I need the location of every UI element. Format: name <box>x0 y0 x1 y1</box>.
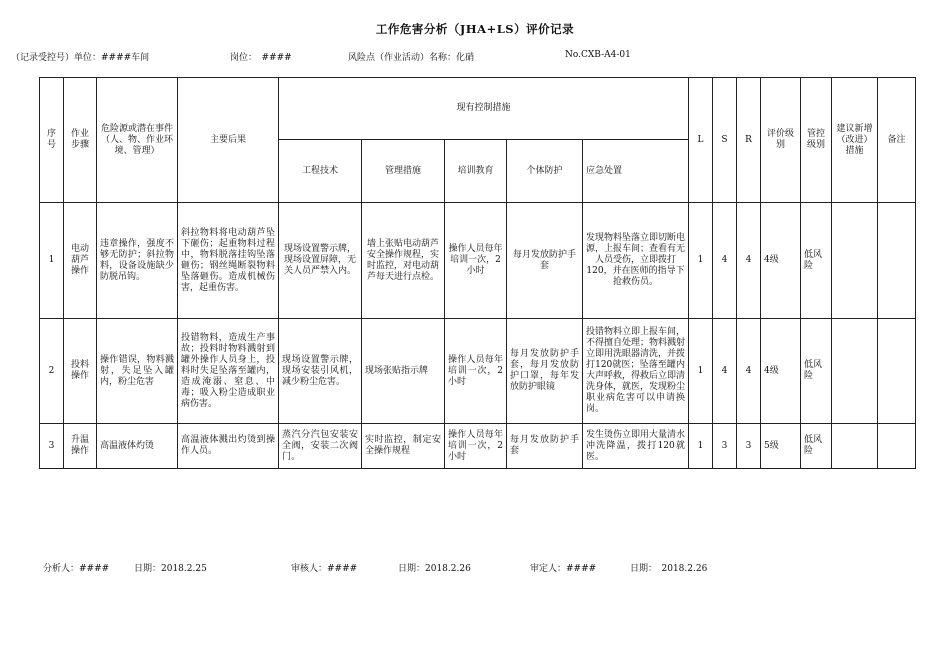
cell-L: 1 <box>689 319 713 424</box>
cell-ppe: 每月发放防护手套 <box>507 203 583 319</box>
cell-step: 电动葫芦操作 <box>64 203 97 319</box>
table-row <box>40 319 916 424</box>
header-management: 管理措施 <box>362 140 445 203</box>
header-step: 作业步骤 <box>64 78 97 203</box>
cell-control-level: 低风险 <box>801 319 832 424</box>
cell-training: 操作人员每年培训一次，2小时 <box>445 203 507 319</box>
header-engineering: 工程技术 <box>279 140 362 203</box>
approver-date: 日期： 2018.2.26 <box>630 564 708 574</box>
document-number: No.CXB-A4-01 <box>565 50 631 60</box>
cell-training: 操作人员每年培训一次，2小时 <box>445 319 507 424</box>
cell-emergency: 投错物料立即上报车间，不得擅自处理；物料溅射立即用洗眼器清洗，并拨打120就医；坠落至罐内大声呼救，得救后立即清洗身体，就医，发现粉尘职业病危害可以申请换岗。 <box>583 319 689 424</box>
header-R: R <box>737 78 761 203</box>
cell-control-level: 低风险 <box>801 424 832 469</box>
cell-R: 4 <box>737 203 761 319</box>
header-control-level: 管控级别 <box>801 78 832 203</box>
cell-remark <box>878 424 916 469</box>
cell-seq: 3 <box>40 424 64 469</box>
header-consequence: 主要后果 <box>178 78 279 203</box>
cell-L: 1 <box>689 203 713 319</box>
cell-control-level: 低风险 <box>801 203 832 319</box>
cell-remark <box>878 203 916 319</box>
cell-R: 4 <box>737 319 761 424</box>
cell-remark <box>878 319 916 424</box>
page-title: 工作危害分析（JHA+LS）评价记录 <box>375 22 575 36</box>
header-row-top <box>40 78 916 140</box>
cell-management: 现场张贴指示牌 <box>362 319 445 424</box>
cell-training: 操作人员每年培训一次，2小时 <box>445 424 507 469</box>
cell-consequence: 斜拉物料将电动葫芦坠下砸伤；起重物料过程中，物料脱落挂钩坠落砸伤；钢丝绳断裂物料坠落砸伤。造成机械伤害，起重伤害。 <box>178 203 279 319</box>
header-emergency: 应急处置 <box>583 140 689 203</box>
header-L: L <box>689 78 713 203</box>
cell-S: 4 <box>713 319 737 424</box>
cell-seq: 1 <box>40 203 64 319</box>
cell-step: 投料操作 <box>64 319 97 424</box>
header-suggestion: 建议新增（改进）措施 <box>832 78 878 203</box>
header-training: 培训教育 <box>445 140 507 203</box>
cell-engineering: 现场设置警示牌，现场设置屏障，无关人员严禁入内。 <box>279 203 362 319</box>
cell-suggestion <box>832 319 878 424</box>
cell-suggestion <box>832 424 878 469</box>
table-row <box>40 203 916 319</box>
cell-management: 墙上张贴电动葫芦安全操作规程，实时监控，对电动葫芦每天进行点检。 <box>362 203 445 319</box>
cell-ppe: 每月发放防护手套，每月发放防护口罩，每年发放防护眼镜 <box>507 319 583 424</box>
cell-ppe: 每月发放防护手套 <box>507 424 583 469</box>
cell-S: 3 <box>713 424 737 469</box>
cell-consequence: 投错物料，造成生产事故；投料时物料溅射到罐外操作人员身上，投料时失足坠落至罐内，造成淹溺、窒息、中毒；吸入粉尘造成职业病伤害。 <box>178 319 279 424</box>
cell-engineering: 现场设置警示牌，现场安装引风机，减少粉尘危害。 <box>279 319 362 424</box>
analyst-date: 日期：2018.2.25 <box>134 564 207 574</box>
cell-hazard: 高温液体灼烫 <box>97 424 178 469</box>
cell-emergency: 发生烫伤立即用大量清水冲洗降温，拨打120就医。 <box>583 424 689 469</box>
header-ppe: 个体防护 <box>507 140 583 203</box>
jha-table <box>39 77 916 469</box>
reviewer-date: 日期：2018.2.26 <box>398 564 471 574</box>
cell-level: 5级 <box>761 424 801 469</box>
cell-S: 4 <box>713 203 737 319</box>
cell-engineering: 蒸汽分汽包安装安全阀，安装二次阀门。 <box>279 424 362 469</box>
cell-level: 4级 <box>761 203 801 319</box>
cell-L: 1 <box>689 424 713 469</box>
reviewer: 审核人：#### <box>291 564 358 574</box>
record-unit: （记录受控号）单位：####车间 <box>11 53 150 63</box>
cell-seq: 2 <box>40 319 64 424</box>
header-controls: 现有控制措施 <box>279 78 689 140</box>
header-remark: 备注 <box>878 78 916 203</box>
cell-R: 3 <box>737 424 761 469</box>
cell-consequence: 高温液体溅出灼烫到操作人员。 <box>178 424 279 469</box>
header-S: S <box>713 78 737 203</box>
cell-hazard: 违章操作，强度不够无防护；斜拉物料，设备设施缺少防脱吊钩。 <box>97 203 178 319</box>
cell-suggestion <box>832 203 878 319</box>
header-seq: 序号 <box>40 78 64 203</box>
cell-step: 升温操作 <box>64 424 97 469</box>
approver: 审定人：#### <box>530 564 597 574</box>
header-hazard: 危险源或潜在事件（人、物、作业环境、管理） <box>97 78 178 203</box>
table-row <box>40 424 916 469</box>
risk-point-field: 风险点（作业活动）名称：化硝 <box>348 53 475 63</box>
cell-level: 4级 <box>761 319 801 424</box>
header-level: 评价级别 <box>761 78 801 203</box>
cell-management: 实时监控，制定安全操作规程 <box>362 424 445 469</box>
cell-hazard: 操作错误，物料溅射，失足坠入罐内，粉尘危害 <box>97 319 178 424</box>
analyst: 分析人：#### <box>43 564 110 574</box>
cell-emergency: 发现物料坠落立即切断电源，上报车间；查看有无人员受伤，立即拨打120，并在医师的指导下抢救伤员。 <box>583 203 689 319</box>
post-field: 岗位： #### <box>230 53 292 63</box>
